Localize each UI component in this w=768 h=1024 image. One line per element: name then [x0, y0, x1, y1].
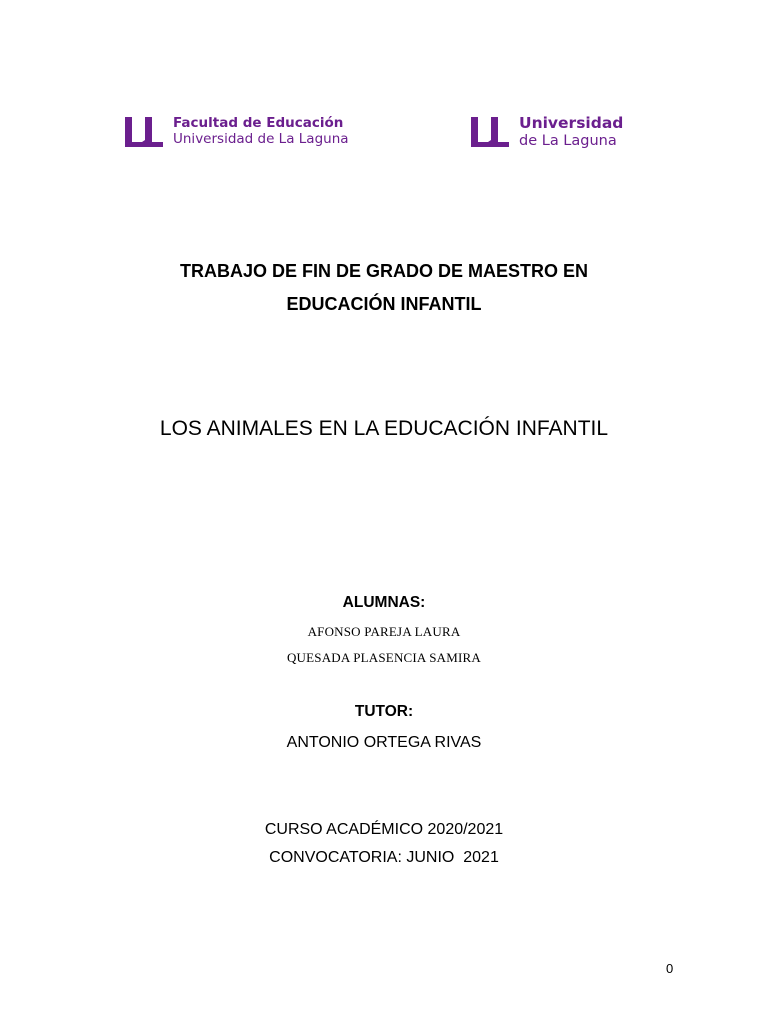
universidad-logo [469, 115, 623, 149]
tutor-label: TUTOR: [354, 703, 414, 720]
exam-call: CONVOCATORIA: JUNIO 2021 [269, 849, 499, 866]
academic-year: CURSO ACADÉMICO 2020/2021 [264, 821, 504, 838]
tutor-name: ANTONIO ORTEGA RIVAS [286, 734, 482, 751]
universidad-logo-line2: de La Laguna [519, 132, 617, 149]
student-name: AFONSO PAREJA LAURA [307, 624, 461, 639]
students-label: ALUMNAS: [342, 594, 426, 611]
degree-title [0, 255, 768, 321]
facultad-logo-line1: Facultad de Educación [173, 115, 344, 132]
page-number: 0 [666, 961, 674, 976]
thesis-title: LOS ANIMALES EN LA EDUCACIÓN INFANTIL [159, 417, 609, 440]
degree-title-line1: TRABAJO DE FIN DE GRADO DE MAESTRO EN [179, 261, 589, 281]
universidad-logo-line1: Universidad [519, 114, 624, 132]
student-name: QUESADA PLASENCIA SAMIRA [286, 650, 482, 665]
facultad-logo-line2: Universidad de La Laguna [173, 131, 349, 147]
ull-logo-icon [123, 115, 165, 149]
ull-logo-icon [469, 115, 511, 149]
degree-title-line2: EDUCACIÓN INFANTIL [286, 294, 482, 314]
facultad-logo [123, 115, 349, 149]
